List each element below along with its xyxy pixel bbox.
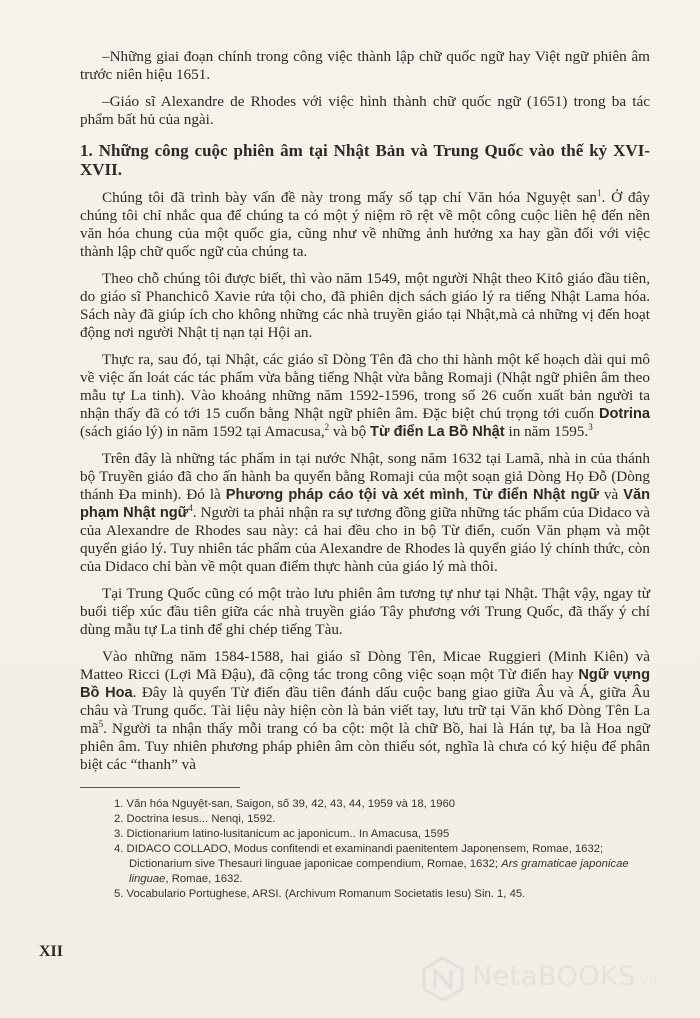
paragraph-5: Tại Trung Quốc cũng có một trào lưu phiên âm tương tự như tại Nhật. Thật vậy, ngay từ buổi tiếp xúc đầu tiên giữa các nhà truyền giáo Tây phương với Trung Quốc, đã thấy ý chí dùng mẫu tự La tinh để ghi chép tiếng Tàu.	[80, 585, 650, 638]
paragraph-3: Thực ra, sau đó, tại Nhật, các giáo sĩ Dòng Tên đã cho thi hành một kế hoạch dài qui mô về việc ấn loát các tác phẩm vừa bằng tiếng Nhật vừa bằng Romaji (Nhật ngữ phiên âm theo mẫu tự La tinh). Vào khoảng những năm 1592-1596, trong số 26 cuốn xuất bản người ta nhận thấy đã có tới 15 cuốn bằng Nhật ngữ phiên âm. Đặc biệt chú trọng tới cuốn Dotrina (sách giáo lý) in năm 1592 tại Amacusa,$^2$ và bộ Từ điển La Bồ Nhật in năm 1595.$^3$	[80, 351, 651, 440]
footnote-ref-5: 5	[98, 718, 104, 729]
page-number: XII	[39, 943, 64, 960]
intro-paragraph-1: –Những giai đoạn chính trong công việc thành lập chữ quốc ngữ hay Việt ngữ phiên âm trước niên hiệu 1651.	[80, 48, 650, 83]
watermark	[420, 952, 690, 1008]
footnote-5: 5. Vocabulario Portughese, ARSI. (Archivum Romanum Societatis Iesu) Sin. 1, 45.	[114, 888, 526, 900]
bold-title-phuong-phap: Phương pháp cáo tội và xét mình	[225, 487, 465, 503]
bold-title-tu-dien-la-bo-nhat: Từ điển La Bồ Nhật	[370, 424, 505, 440]
paragraph-4: Trên đây là những tác phẩm in tại nước Nhật, song năm 1632 tại Lamã, nhà in của thánh bộ Truyền giáo đã cho ấn hành ba quyển bằng Romaji của một soạn giả Dòng Họ Đỗ (Dòng thánh Đa minh). Đó là Phương pháp cáo tội và xét mình, Từ điển Nhật ngữ và Văn phạm Nhật ngữ$^4$. Người ta phải nhận ra sự tương đồng giữa những tác phẩm của Didaco và của Alexandre de Rhodes sau này: cả hai đều cho in bộ Từ điển, cuốn Văn phạm và một quyển giáo lý. Tuy nhiên tác phẩm của Alexandre de Rhodes là quyển giáo lý chính thức, còn của Didaco chỉ bàn về một quan điểm thực hành của giáo lý mà thôi.	[80, 450, 651, 575]
netabooks-logo-icon	[420, 956, 466, 1002]
bold-title-tu-dien-nhat-ngu: Từ điển Nhật ngữ	[473, 487, 600, 503]
footnote-2: 2. Doctrina Iesus... Nenqi, 1592.	[114, 813, 276, 825]
footnote-ref-4: 4	[188, 502, 193, 513]
footnote-4: 4. DIDACO COLLADO, Modus confitendi et examinandi paenitentem Japonensem, Romae, 1632; Dictionarium sive Thesauri linguae japonicae compendium, Romae, 1632; Ars gramaticae japonicae linguae, Romae, 1632.	[114, 843, 629, 885]
footnote-3: 3. Dictionarium latino-lusitanicum ac japonicum.. In Amacusa, 1595	[114, 828, 450, 840]
footnote-ref-3: 3	[588, 421, 593, 432]
intro-paragraph-2: –Giáo sĩ Alexandre de Rhodes với việc hình thành chữ quốc ngữ (1651) trong ba tác phẩm bất hủ của ngài.	[80, 93, 650, 128]
bold-title-dotrina: Dotrina	[598, 406, 651, 422]
footnote-ref-2: 2	[324, 421, 330, 432]
bold-title-van-pham: Văn phạm Nhật ngữ	[80, 487, 650, 521]
main-text	[80, 48, 650, 783]
watermark-text: NetaBOOKS.vn	[472, 961, 658, 992]
paragraph-1: Chúng tôi đã trình bày vấn đề này trong mấy số tạp chí Văn hóa Nguyệt san$^1$. Ở đây chúng tôi chỉ nhắc qua để chúng ta có một ý niệm rõ rệt về một công cuộc liên hệ đến nền văn hóa chung của một quốc gia, cũng như về những ảnh hưởng xa hay gần đối với việc thành lập chữ quốc ngữ của chúng ta.	[80, 187, 650, 260]
section-heading: 1. Những công cuộc phiên âm tại Nhật Bản và Trung Quốc vào thế kỷ XVI-XVII.	[80, 141, 650, 179]
footnote-divider	[80, 787, 240, 788]
footnote-ref-1: 1	[596, 187, 602, 198]
paragraph-2: Theo chỗ chúng tôi được biết, thì vào năm 1549, một người Nhật theo Kitô giáo đầu tiên, do giáo sĩ Phanchicô Xavie rửa tội cho, đã phiên dịch sách giáo lý ra tiếng Nhật Lama hóa. Sách này đã giúp ích cho không những các nhà truyền giáo tại Nhật,mà cả những vị đến hoạt động nơi người Nhật tị nạn tại Hội an.	[80, 270, 650, 341]
paragraph-6: Vào những năm 1584-1588, hai giáo sĩ Dòng Tên, Micae Ruggieri (Minh Kiên) và Matteo Ricci (Lợi Mã Đậu), đã cộng tác trong công việc soạn một Từ điển hay Ngữ vựng Bồ Hoa. Đây là quyển Từ điển đầu tiên đánh dấu cuộc bang giao giữa Âu và Á, giữa Âu châu và Trung quốc. Tài liệu này hiện còn là bản viết tay, lưu trữ tại Văn khố Dòng Tên La $mã^5$. Người ta nhận thấy mỗi trang có ba cột: một là chữ Bồ, hai là Hán tự, ba là Hoa ngữ phiên âm. Tuy nhiên phương pháp phiên âm còn thiếu sót, nghĩa là chưa có ký hiệu để phân biệt các “thanh” và	[80, 648, 651, 773]
footnotes	[114, 797, 644, 902]
footnote-1: 1. Văn hóa Nguyệt-san, Saigon, số 39, 42, 43, 44, 1959 và 18, 1960	[114, 798, 456, 810]
bold-title-ngu-vung: Ngữ vựng Bồ Hoa	[80, 667, 651, 701]
